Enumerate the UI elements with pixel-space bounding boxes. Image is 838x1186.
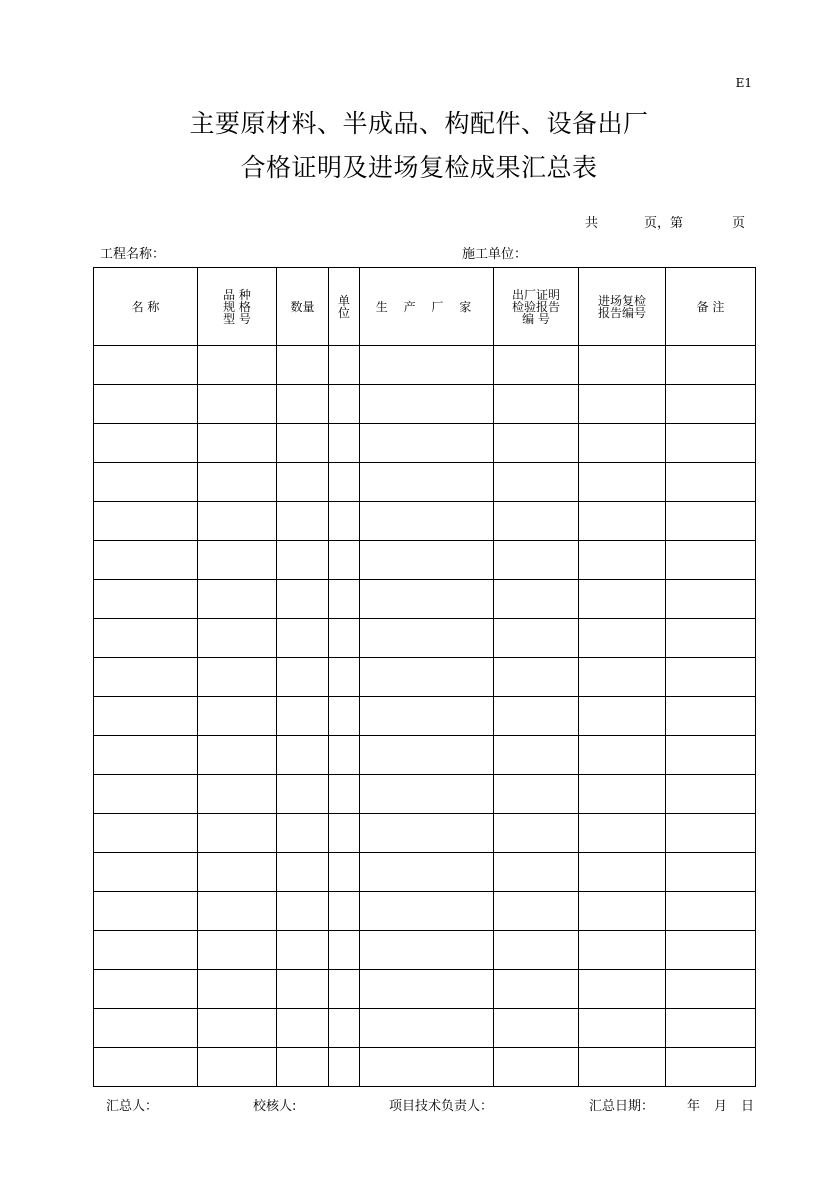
col-cert-header: 出厂证明 检验报告 编 号 (494, 268, 579, 346)
table-cell[interactable] (329, 931, 360, 970)
table-cell[interactable] (198, 1009, 277, 1048)
table-cell[interactable] (198, 775, 277, 814)
table-cell[interactable] (494, 736, 579, 775)
table-cell[interactable] (277, 502, 329, 541)
table-cell[interactable] (277, 385, 329, 424)
table-cell[interactable] (94, 1009, 198, 1048)
table-row (94, 892, 756, 931)
table-cell[interactable] (94, 346, 198, 385)
table-cell[interactable] (329, 814, 360, 853)
table-cell[interactable] (360, 931, 494, 970)
table-cell[interactable] (198, 658, 277, 697)
table-cell[interactable] (666, 697, 756, 736)
table-cell[interactable] (494, 775, 579, 814)
table-cell[interactable] (94, 853, 198, 892)
table-cell[interactable] (198, 736, 277, 775)
table-cell[interactable] (329, 970, 360, 1009)
table-cell[interactable] (94, 1048, 198, 1087)
table-cell[interactable] (94, 931, 198, 970)
table-cell[interactable] (360, 970, 494, 1009)
table-cell[interactable] (579, 970, 666, 1009)
table-row (94, 658, 756, 697)
compiler-label: 汇总人： (106, 1099, 159, 1114)
checker-label: 校核人: (253, 1099, 297, 1114)
table-cell[interactable] (579, 853, 666, 892)
table-cell[interactable] (360, 541, 494, 580)
table-cell[interactable] (579, 1048, 666, 1087)
table-cell[interactable] (94, 736, 198, 775)
table-cell[interactable] (198, 385, 277, 424)
table-cell[interactable] (198, 502, 277, 541)
table-cell[interactable] (360, 346, 494, 385)
table-cell[interactable] (94, 892, 198, 931)
table-cell[interactable] (494, 814, 579, 853)
table-cell[interactable] (494, 619, 579, 658)
table-cell[interactable] (198, 892, 277, 931)
table-cell[interactable] (666, 580, 756, 619)
table-cell[interactable] (360, 1009, 494, 1048)
table-cell[interactable] (329, 853, 360, 892)
table-cell[interactable] (198, 463, 277, 502)
table-cell[interactable] (94, 814, 198, 853)
table-cell[interactable] (198, 346, 277, 385)
table-cell[interactable] (277, 853, 329, 892)
table-cell[interactable] (579, 736, 666, 775)
table-cell[interactable] (329, 775, 360, 814)
table-cell[interactable] (579, 658, 666, 697)
summary-date-label: 汇总日期： (589, 1099, 655, 1114)
table-cell[interactable] (277, 1009, 329, 1048)
col-retest-header: 进场复检 报告编号 (579, 268, 666, 346)
table-cell[interactable] (666, 931, 756, 970)
table-row (94, 502, 756, 541)
table-cell[interactable] (360, 424, 494, 463)
table-cell[interactable] (329, 619, 360, 658)
table-cell[interactable] (94, 463, 198, 502)
table-cell[interactable] (494, 1048, 579, 1087)
table-row (94, 697, 756, 736)
table-cell[interactable] (198, 853, 277, 892)
form-code: E1 (735, 76, 752, 90)
table-row (94, 775, 756, 814)
table-cell[interactable] (494, 463, 579, 502)
table-header-row (94, 268, 756, 346)
table-cell[interactable] (494, 697, 579, 736)
tech-lead-label: 项目技术负责人： (389, 1099, 494, 1114)
table-cell[interactable] (579, 619, 666, 658)
table-cell[interactable] (494, 658, 579, 697)
pager-page-sep: 页，第 (644, 216, 684, 231)
table-cell[interactable] (579, 814, 666, 853)
table-cell[interactable] (360, 1048, 494, 1087)
table-cell[interactable] (360, 892, 494, 931)
table-cell[interactable] (198, 931, 277, 970)
table-cell[interactable] (329, 424, 360, 463)
table-cell[interactable] (277, 463, 329, 502)
table-cell[interactable] (494, 502, 579, 541)
table-cell[interactable] (329, 892, 360, 931)
table-cell[interactable] (277, 736, 329, 775)
table-cell[interactable] (198, 697, 277, 736)
table-cell[interactable] (360, 814, 494, 853)
table-cell[interactable] (94, 385, 198, 424)
table-cell[interactable] (94, 541, 198, 580)
table-cell[interactable] (666, 814, 756, 853)
table-cell[interactable] (579, 697, 666, 736)
page-title-line2: 合格证明及进场复检成果汇总表 (240, 153, 598, 182)
table-cell[interactable] (329, 1048, 360, 1087)
table-cell[interactable] (329, 736, 360, 775)
table-cell[interactable] (666, 775, 756, 814)
date-month-label: 月 (714, 1099, 728, 1114)
col-unit-header: 单 位 (329, 268, 360, 346)
table-cell[interactable] (666, 892, 756, 931)
table-cell[interactable] (494, 892, 579, 931)
pager-page-label: 页 (732, 216, 746, 231)
table-cell[interactable] (666, 463, 756, 502)
table-row (94, 424, 756, 463)
table-cell[interactable] (198, 970, 277, 1009)
table-cell[interactable] (579, 463, 666, 502)
table-cell[interactable] (277, 931, 329, 970)
summary-table (93, 267, 756, 1087)
table-cell[interactable] (277, 658, 329, 697)
table-cell[interactable] (494, 346, 579, 385)
table-cell[interactable] (329, 697, 360, 736)
table-cell[interactable] (277, 1048, 329, 1087)
col-remark-header: 备 注 (666, 268, 756, 346)
table-cell[interactable] (666, 736, 756, 775)
table-cell[interactable] (94, 697, 198, 736)
table-cell[interactable] (666, 970, 756, 1009)
table-row (94, 736, 756, 775)
table-cell[interactable] (277, 424, 329, 463)
table-cell[interactable] (360, 853, 494, 892)
table-row (94, 1048, 756, 1087)
table-row (94, 970, 756, 1009)
table-cell[interactable] (360, 385, 494, 424)
table-cell[interactable] (579, 424, 666, 463)
table-cell[interactable] (666, 1009, 756, 1048)
pager-total-label: 共 (585, 216, 599, 231)
table-cell[interactable] (360, 502, 494, 541)
table-cell[interactable] (360, 580, 494, 619)
table-cell[interactable] (579, 541, 666, 580)
table-cell[interactable] (666, 619, 756, 658)
table-cell[interactable] (94, 580, 198, 619)
table-cell[interactable] (494, 1009, 579, 1048)
table-cell[interactable] (494, 853, 579, 892)
table-cell[interactable] (198, 424, 277, 463)
table-row (94, 463, 756, 502)
table-cell[interactable] (666, 502, 756, 541)
table-cell[interactable] (494, 541, 579, 580)
table-cell[interactable] (329, 658, 360, 697)
table-cell[interactable] (579, 580, 666, 619)
table-cell[interactable] (94, 970, 198, 1009)
table-cell[interactable] (94, 619, 198, 658)
table-cell[interactable] (666, 385, 756, 424)
table-cell[interactable] (94, 658, 198, 697)
table-cell[interactable] (329, 385, 360, 424)
table-cell[interactable] (666, 541, 756, 580)
table-cell[interactable] (579, 775, 666, 814)
table-cell[interactable] (94, 424, 198, 463)
table-cell[interactable] (360, 736, 494, 775)
table-cell[interactable] (666, 346, 756, 385)
project-name-label: 工程名称： (100, 247, 166, 262)
table-row (94, 814, 756, 853)
table-cell[interactable] (666, 1048, 756, 1087)
table-cell[interactable] (277, 814, 329, 853)
table-cell[interactable] (494, 931, 579, 970)
table-cell[interactable] (198, 541, 277, 580)
contractor-label: 施工单位： (462, 247, 528, 262)
table-cell[interactable] (360, 619, 494, 658)
table-cell[interactable] (277, 697, 329, 736)
table-cell[interactable] (277, 619, 329, 658)
table-cell[interactable] (198, 580, 277, 619)
table-cell[interactable] (579, 892, 666, 931)
table-cell[interactable] (666, 424, 756, 463)
table-row (94, 580, 756, 619)
table-row (94, 619, 756, 658)
table-cell[interactable] (277, 580, 329, 619)
table-cell[interactable] (329, 580, 360, 619)
table-cell[interactable] (494, 580, 579, 619)
table-cell[interactable] (329, 1009, 360, 1048)
page-title-line1: 主要原材料、半成品、构配件、设备出厂 (189, 109, 649, 138)
col-manufacturer-header: 生 产 厂 家 (360, 268, 494, 346)
table-row (94, 931, 756, 970)
table-cell[interactable] (277, 775, 329, 814)
table-cell[interactable] (579, 502, 666, 541)
table-cell[interactable] (329, 346, 360, 385)
table-row (94, 541, 756, 580)
table-cell[interactable] (666, 853, 756, 892)
table-cell[interactable] (494, 970, 579, 1009)
col-name-header: 名 称 (94, 268, 198, 346)
table-cell[interactable] (494, 385, 579, 424)
table-cell[interactable] (198, 814, 277, 853)
table-row (94, 1009, 756, 1048)
table-cell[interactable] (579, 346, 666, 385)
table-cell[interactable] (360, 775, 494, 814)
table-cell[interactable] (329, 463, 360, 502)
table-cell[interactable] (198, 1048, 277, 1087)
table-cell[interactable] (277, 541, 329, 580)
table-cell[interactable] (579, 1009, 666, 1048)
table-cell[interactable] (360, 697, 494, 736)
table-cell[interactable] (360, 463, 494, 502)
table-row (94, 853, 756, 892)
date-day-label: 日 (741, 1099, 755, 1114)
table-cell[interactable] (198, 619, 277, 658)
table-cell[interactable] (666, 658, 756, 697)
table-cell[interactable] (579, 385, 666, 424)
table-cell[interactable] (277, 346, 329, 385)
table-cell[interactable] (494, 424, 579, 463)
table-cell[interactable] (94, 502, 198, 541)
col-variety-header: 品 种 规 格 型 号 (198, 268, 277, 346)
table-row (94, 385, 756, 424)
table-cell[interactable] (579, 931, 666, 970)
table-cell[interactable] (277, 892, 329, 931)
table-cell[interactable] (94, 775, 198, 814)
table-cell[interactable] (329, 502, 360, 541)
date-year-label: 年 (687, 1099, 701, 1114)
table-cell[interactable] (360, 658, 494, 697)
col-quantity-header: 数量 (277, 268, 329, 346)
table-cell[interactable] (329, 541, 360, 580)
table-row (94, 346, 756, 385)
table-cell[interactable] (277, 970, 329, 1009)
